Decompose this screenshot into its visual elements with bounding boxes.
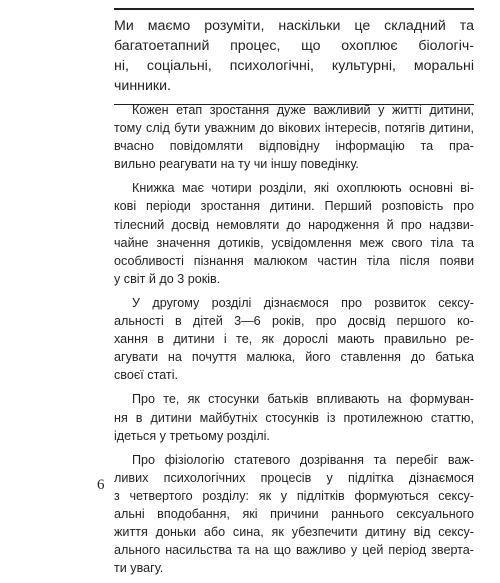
text-line: У другому розділі дізнаємося про розвиток сексу-: [132, 295, 474, 310]
text-line: ливих психологічних процесів у підлітка дізнаємося: [114, 470, 474, 485]
pull-quote-line: чинники.: [114, 77, 171, 94]
text-line: вильно реагувати на ту чи іншу поведінку.: [114, 157, 359, 172]
text-line: Кожен етап зростання дуже важливий у житті дитини,: [132, 103, 474, 117]
text-line: чайне значення дотиків, усвідомлення меж свого тіла та: [114, 235, 474, 250]
text-line: особливості пізнання малюком частин тіла після появи: [114, 253, 474, 268]
paragraph: [114, 294, 474, 384]
text-line: з четвертого розділу: як у підлітків формуються сексу-: [114, 488, 474, 503]
text-line: Про фізіологію статевого дозрівання та перебіг важ-: [132, 452, 474, 467]
pull-quote-text: [114, 16, 474, 96]
text-line: ти увагу.: [114, 561, 164, 576]
pull-quote-line: ні, соціальні, психологічні, культурні, моральні: [114, 57, 474, 74]
pull-quote-line: багатоетапний процес, що охоплює біологіч-: [114, 37, 474, 54]
text-line: альні вподобання, які причини раннього сексуального: [114, 506, 474, 521]
text-line: ідеться у третьому розділі.: [114, 428, 270, 443]
body-text: [114, 101, 474, 583]
text-line: своєї статі.: [114, 368, 178, 383]
text-line: кові періоди зростання дитини. Перший розповість про: [114, 199, 474, 214]
text-line: хання в дитини і те, як дорослі мають правильно ре-: [114, 332, 474, 347]
text-line: тілесний досвід немовляти до народження й про надзви-: [114, 217, 474, 232]
pull-quote: [114, 8, 474, 105]
pull-quote-line: Ми маємо розуміти, наскільки це складний та: [114, 17, 474, 34]
text-line: ня в дитини майбутніх стосунків із протилежною статтю,: [114, 410, 474, 425]
paragraph: [114, 101, 474, 173]
text-line: тому слід бути уважним до вікових інтересів, потягів дитини,: [114, 121, 474, 136]
text-line: Книжка має чотири розділи, які охоплюють основні ві-: [132, 181, 474, 196]
paragraph: [114, 390, 474, 444]
text-line: альності в дітей 3—6 років, про досвід першого ко-: [114, 314, 474, 329]
text-line: агувати на почуття малюка, його ставлення до батька: [114, 350, 474, 365]
text-line: життя доньки або сина, як убезпечити дитину від сексу-: [114, 525, 474, 540]
text-line: вчасно повідомляти відповідну інформацію та пра-: [114, 139, 474, 154]
page-number: 6: [97, 477, 105, 493]
text-line: у світ й до 3 років.: [114, 271, 221, 286]
pull-quote-top-rule: [114, 8, 474, 10]
text-line: ального насильства та на що важливо у цей період зверта-: [114, 543, 474, 558]
paragraph: [114, 179, 474, 288]
text-line: Про те, як стосунки батьків впливають на формуван-: [132, 392, 474, 407]
paragraph: [114, 451, 474, 578]
